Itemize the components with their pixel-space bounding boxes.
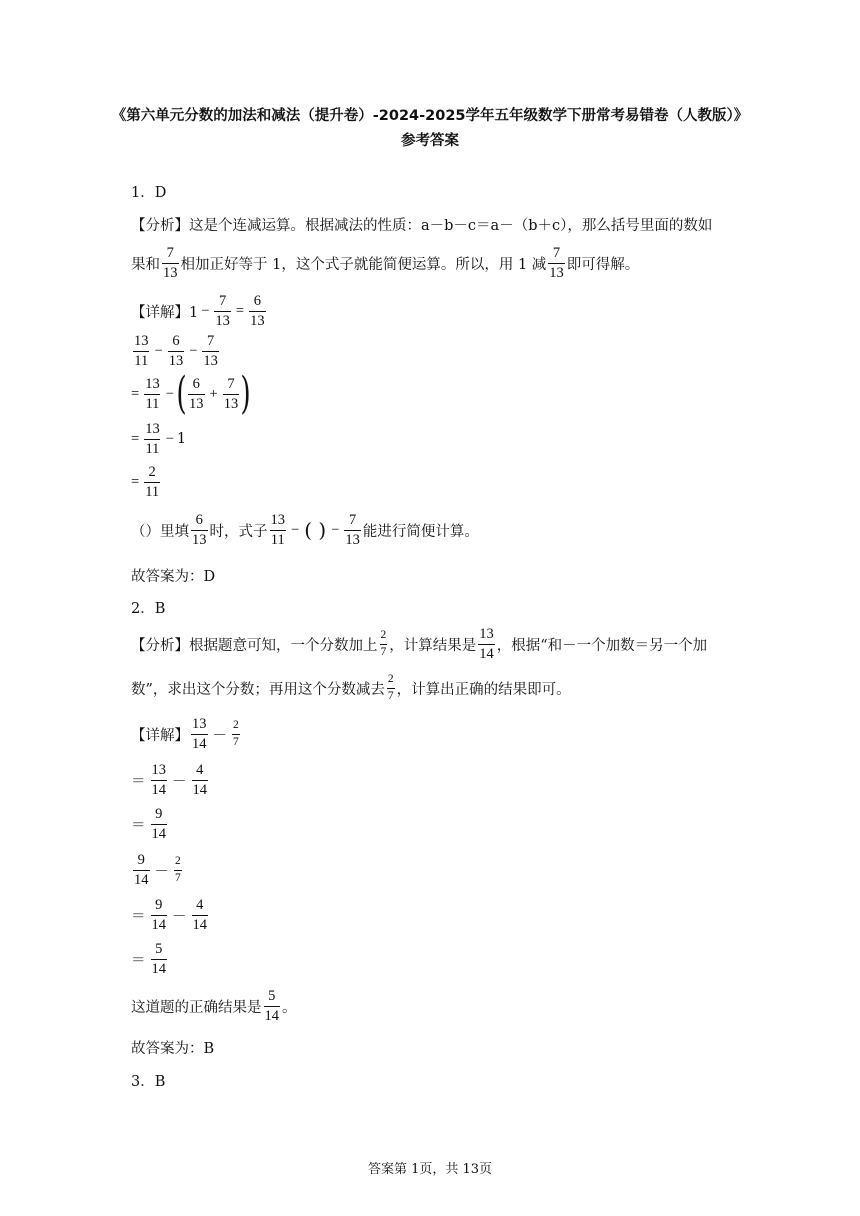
fraction-7-13: [214, 294, 231, 328]
fraction-2-7: [174, 856, 182, 884]
numerator: 7: [207, 333, 215, 349]
q2-calc-line-4: [131, 898, 210, 932]
fraction-13-11: [144, 377, 161, 411]
denominator: 11: [270, 531, 285, 548]
numerator: 2: [233, 719, 239, 731]
fraction-6-13: [191, 513, 208, 547]
equals-sign: ＝: [131, 908, 146, 925]
fraction-13-11: [144, 422, 161, 456]
q2-analysis-line-2: [131, 674, 571, 702]
minus-sign: −: [154, 342, 163, 359]
q1-calc-line-1: [131, 334, 221, 368]
denominator: 14: [264, 1007, 279, 1024]
numerator: 2: [148, 464, 156, 480]
minus-sign: －: [154, 863, 169, 880]
text-segment: 果和: [131, 256, 160, 273]
q1-analysis-line-1: 【分析】这是个连减运算。根据减法的性质：a－b－c＝a－（b＋c），那么括号里面的数如: [131, 218, 713, 234]
numerator: 2: [387, 673, 394, 685]
numerator: 5: [268, 988, 276, 1004]
q1-analysis-line-2: [131, 246, 639, 280]
equals-sign: =: [131, 473, 140, 490]
q1-calc-line-2: [131, 368, 251, 419]
denominator: 13: [549, 264, 564, 281]
q2-analysis-line-1: [131, 627, 707, 661]
q2-calc-line-5: [131, 942, 169, 976]
minus-sign: −: [189, 342, 198, 359]
numerator: 9: [137, 852, 145, 868]
right-parenthesis: ): [240, 368, 251, 419]
minus-sign: －: [212, 727, 227, 744]
text-segment: 即可得解。: [566, 256, 640, 273]
plus-sign: +: [209, 385, 218, 402]
text-segment: 。: [282, 999, 297, 1016]
number-one: 1: [176, 431, 187, 447]
denominator: 13: [215, 312, 230, 329]
numerator: 4: [196, 762, 204, 778]
text-segment: 能进行简便计算。: [362, 523, 479, 540]
blank-parentheses: ( ): [304, 518, 327, 542]
text-segment: ，计算结果是: [389, 637, 477, 654]
text-segment: 相加正好等于 1，这个式子就能简便运算。所以，用 1 减: [180, 256, 547, 273]
fraction-9-14: [151, 807, 168, 841]
page-footer: 答案第 1页，共 13页: [367, 1162, 493, 1177]
numerator: 13: [479, 626, 494, 642]
minus-sign: −: [165, 385, 174, 402]
fraction-7-13: [548, 246, 565, 280]
numerator: 2: [175, 855, 181, 867]
q1-detail-line: [131, 294, 268, 328]
minus-sign: −: [201, 302, 210, 319]
q1-answer: 故答案为：D: [131, 569, 216, 585]
denominator: 7: [387, 689, 394, 702]
q2-result-line: [131, 989, 297, 1023]
minus-sign: −: [165, 430, 174, 447]
q2-detail-line: [131, 717, 242, 751]
denominator: 14: [192, 735, 207, 752]
denominator: 11: [145, 483, 160, 500]
fraction-5-14: [264, 989, 281, 1023]
denominator: 13: [168, 352, 184, 369]
text-segment: 【分析】根据题意可知，一个分数加上: [131, 637, 378, 654]
numerator: 13: [270, 512, 285, 528]
q1-fill-line: [131, 513, 479, 547]
fraction-2-7: [232, 720, 240, 748]
numerator: 6: [172, 333, 180, 349]
numerator: 9: [155, 897, 163, 913]
numerator: 7: [348, 512, 357, 528]
q1-heading: 1．D: [131, 185, 167, 201]
document-title: 《第六单元分数的加法和减法（提升卷）-2024-2025学年五年级数学下册常考易错卷（人教版）》参考答案: [111, 108, 749, 149]
equals-sign: =: [235, 302, 245, 319]
fraction-6-13: [168, 334, 185, 368]
numerator: 13: [151, 762, 166, 778]
q1-calc-line-3: [131, 422, 186, 456]
denominator: 13: [223, 395, 239, 412]
fraction-2-7: [380, 630, 388, 658]
left-parenthesis: (: [176, 368, 187, 419]
denominator: 13: [189, 395, 204, 412]
denominator: 11: [145, 395, 160, 412]
numerator: 7: [227, 376, 235, 392]
fraction-7-13: [202, 334, 219, 368]
denominator: 14: [151, 781, 166, 798]
numerator: 4: [196, 897, 204, 913]
fraction-13-14: [151, 763, 168, 797]
denominator: 13: [163, 264, 178, 281]
text-segment: ，计算出正确的结果即可。: [396, 681, 571, 698]
numerator: 5: [155, 941, 163, 957]
equals-sign: ＝: [131, 817, 146, 834]
numerator: 13: [145, 421, 160, 437]
denominator: 13: [345, 531, 360, 548]
equals-sign: ＝: [131, 952, 146, 969]
numerator: 13: [134, 333, 149, 349]
q2-heading: 2．B: [131, 601, 166, 617]
numerator: 7: [552, 245, 561, 261]
fraction-6-13: [249, 294, 266, 328]
fraction-13-14: [478, 627, 495, 661]
detail-label: 【详解】1: [131, 304, 199, 321]
denominator: 11: [145, 440, 160, 457]
fraction-7-13: [344, 513, 361, 547]
q2-calc-line-1: [131, 763, 210, 797]
minus-sign: －: [172, 908, 187, 925]
numerator: 7: [219, 293, 227, 309]
fraction-4-14: [192, 898, 209, 932]
text-segment: 这道题的正确结果是: [131, 999, 262, 1016]
denominator: 7: [380, 645, 387, 658]
numerator: 13: [192, 716, 207, 732]
fraction-13-11: [133, 334, 150, 368]
denominator: 13: [250, 312, 265, 329]
numerator: 6: [192, 376, 200, 392]
fraction-7-13: [162, 246, 179, 280]
q2-calc-line-3: [131, 853, 184, 887]
equals-sign: ＝: [131, 773, 146, 790]
fraction-9-14: [151, 898, 168, 932]
denominator: 14: [192, 781, 207, 798]
q1-calc-line-4: [131, 465, 162, 499]
q2-answer: 故答案为：B: [131, 1041, 215, 1057]
denominator: 14: [151, 960, 166, 977]
q2-calc-line-2: [131, 807, 169, 841]
minus-sign: −: [331, 521, 340, 538]
text-segment: 时，式子: [209, 523, 268, 540]
denominator: 13: [203, 352, 218, 369]
denominator: 14: [479, 645, 494, 662]
fraction-7-13: [223, 377, 240, 411]
fraction-13-14: [191, 717, 208, 751]
fraction-9-14: [133, 853, 150, 887]
equals-sign: =: [131, 430, 140, 447]
detail-label: 【详解】: [131, 727, 189, 744]
minus-sign: －: [172, 773, 187, 790]
fraction-2-11: [144, 465, 160, 499]
fraction-13-11: [270, 513, 287, 547]
fraction-4-14: [192, 763, 209, 797]
equals-sign: =: [131, 385, 140, 402]
text-segment: 数”，求出这个分数；再用这个分数减去: [131, 681, 385, 698]
denominator: 14: [151, 825, 166, 842]
denominator: 7: [175, 871, 181, 884]
minus-sign: −: [291, 521, 300, 538]
denominator: 11: [134, 352, 149, 369]
denominator: 14: [192, 916, 207, 933]
numerator: 9: [155, 806, 163, 822]
numerator: 2: [380, 629, 387, 641]
q3-heading: 3．B: [131, 1074, 166, 1090]
text-segment: （）里填: [131, 523, 189, 540]
numerator: 6: [195, 512, 203, 528]
numerator: 7: [166, 245, 174, 261]
denominator: 14: [134, 871, 149, 888]
fraction-5-14: [151, 942, 168, 976]
denominator: 14: [151, 916, 166, 933]
numerator: 13: [145, 376, 160, 392]
numerator: 6: [253, 293, 261, 309]
fraction-2-7: [387, 674, 395, 702]
denominator: 13: [192, 531, 207, 548]
fraction-6-13: [188, 377, 205, 411]
text-segment: ，根据“和－一个加数＝另一个加: [496, 637, 708, 654]
denominator: 7: [233, 735, 239, 748]
